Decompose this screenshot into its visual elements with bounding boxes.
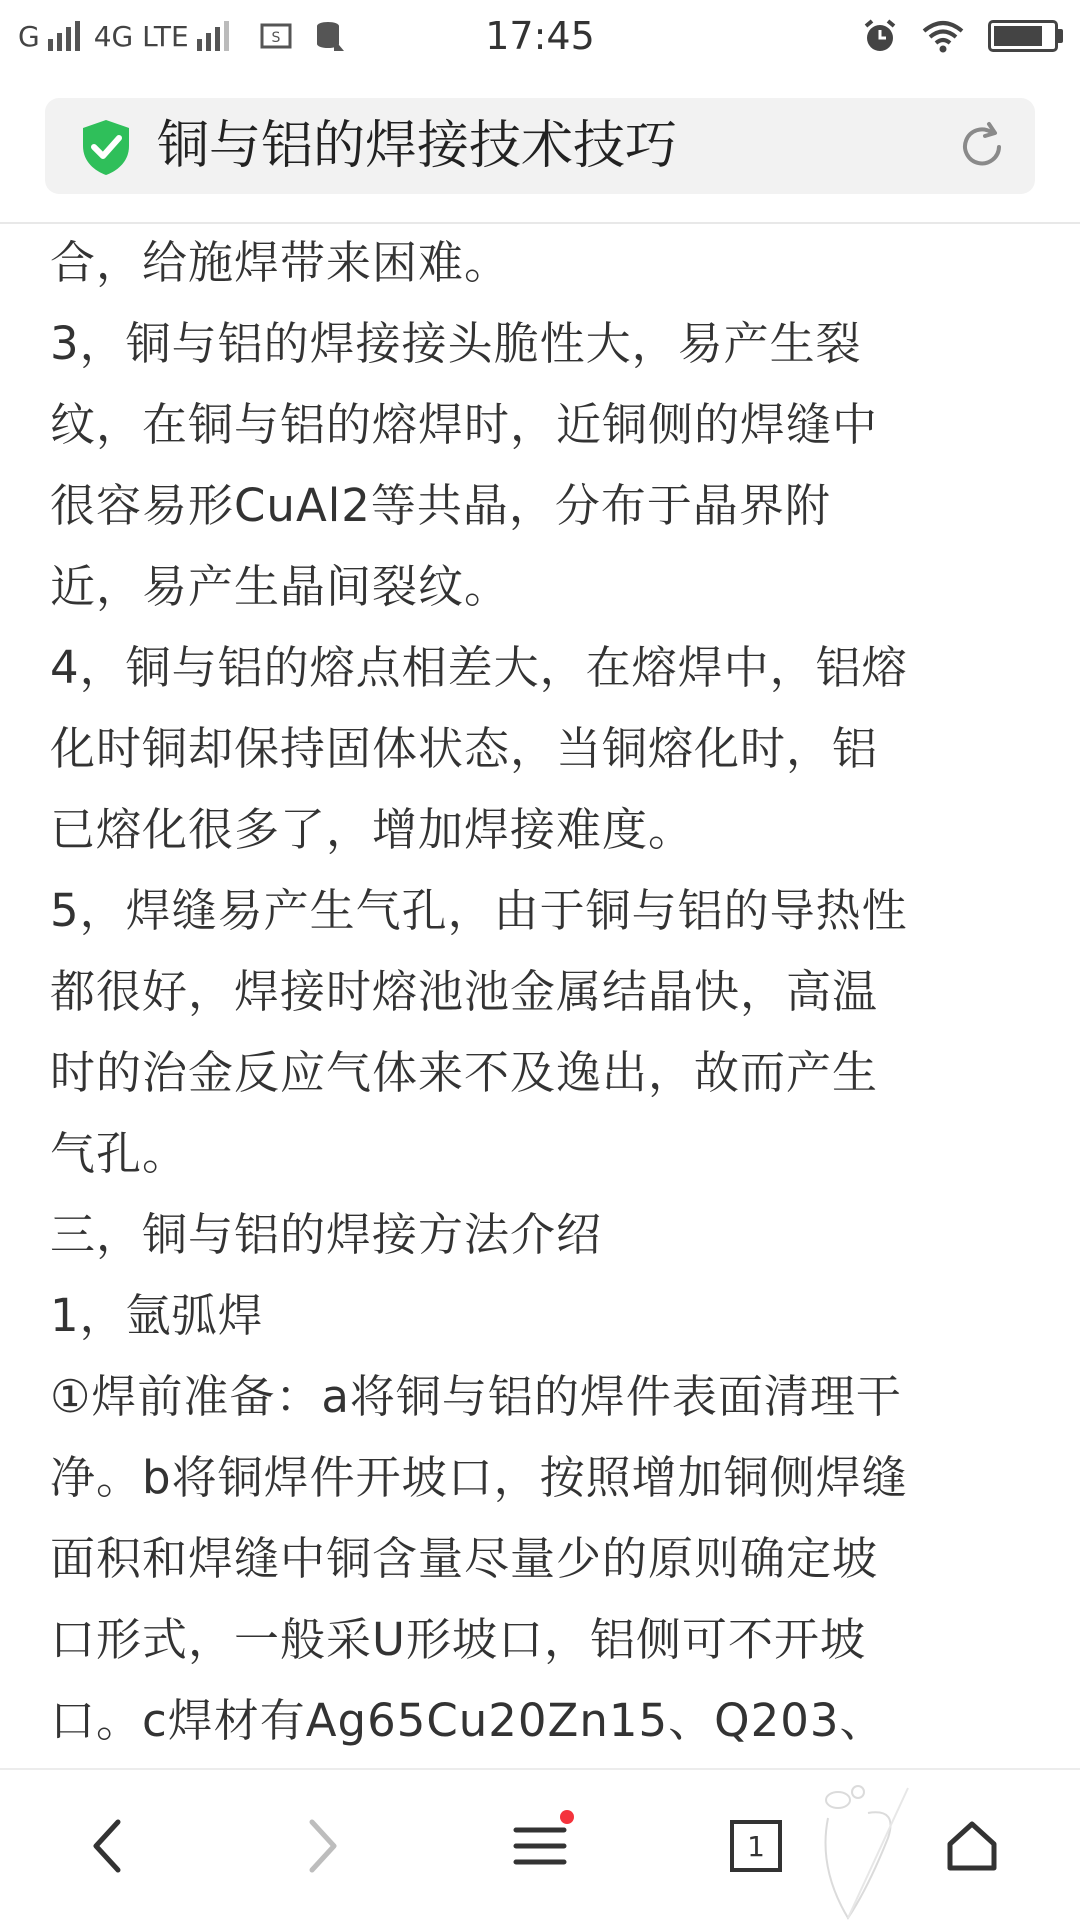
article-line: 近，易产生晶间裂纹。 xyxy=(50,560,511,613)
article-line: 净。b将铜焊件开坡口，按照增加铜侧焊缝 xyxy=(50,1451,908,1504)
article-line: 3，铜与铝的焊接接头脆性大，易产生裂 xyxy=(50,317,862,370)
bottom-navigation-bar xyxy=(0,1768,1080,1922)
alarm-clock-icon xyxy=(862,18,898,54)
battery-icon xyxy=(988,20,1058,52)
back-button[interactable] xyxy=(68,1806,148,1886)
article-line: 合，给施焊带来困难。 xyxy=(50,236,511,289)
carrier-label: G xyxy=(18,19,40,53)
article-line: 化时铜却保持固体状态，当铜熔化时，铝 xyxy=(50,722,879,775)
article-line: 面积和焊缝中铜含量尽量少的原则确定坡 xyxy=(50,1532,879,1585)
menu-icon xyxy=(512,1822,568,1870)
forward-button[interactable] xyxy=(282,1806,362,1886)
security-shield-icon xyxy=(79,118,133,176)
page-title: 铜与铝的焊接技术技巧 xyxy=(157,116,678,176)
network-type-label: 4G LTE xyxy=(93,19,189,53)
svg-text:S: S xyxy=(271,30,281,46)
article-line: 很容易形CuAl2等共晶，分布于晶界附 xyxy=(50,479,831,532)
chevron-right-icon xyxy=(302,1818,342,1874)
tab-count-badge: 1 xyxy=(730,1820,782,1872)
article-line: 都很好，焊接时熔池池金属结晶快，高温 xyxy=(50,965,879,1018)
menu-button[interactable] xyxy=(500,1806,580,1886)
home-button[interactable] xyxy=(932,1806,1012,1886)
status-time: 17:45 xyxy=(485,14,595,58)
reload-icon[interactable] xyxy=(955,120,1009,174)
article-line: ①焊前准备：a将铜与铝的焊件表面清理干 xyxy=(50,1370,902,1423)
article-content xyxy=(50,222,1030,1762)
article-line: 气孔。 xyxy=(50,1127,189,1180)
tabs-button[interactable] xyxy=(716,1806,796,1886)
article-line: 4，铜与铝的熔点相差大，在熔焊中，铝熔 xyxy=(50,641,908,694)
address-bar[interactable] xyxy=(45,98,1035,194)
footprint-watermark-icon xyxy=(808,1778,928,1928)
chevron-left-icon xyxy=(88,1818,128,1874)
article-line: 5，焊缝易产生气孔，由于铜与铝的导热性 xyxy=(50,884,908,937)
status-bar xyxy=(0,0,1080,72)
wifi-icon xyxy=(922,19,964,53)
status-right xyxy=(862,12,1058,60)
article-line: 时的治金反应气体来不及逸出，故而产生 xyxy=(50,1046,879,1099)
article-line: 口形式，一般采U形坡口，铝侧可不开坡 xyxy=(50,1613,866,1666)
notification-dot xyxy=(560,1810,574,1824)
section-heading: 三，铜与铝的焊接方法介绍 xyxy=(50,1208,603,1261)
article-line: 口。c焊材有Ag65Cu20Zn15、Q203、 xyxy=(50,1694,886,1747)
home-icon xyxy=(944,1818,1000,1874)
subsection-heading: 1，氩弧焊 xyxy=(50,1289,264,1342)
article-line: 纹，在铜与铝的熔焊时，近铜侧的焊缝中 xyxy=(50,398,879,451)
article-line: 已熔化很多了，增加焊接难度。 xyxy=(50,803,695,856)
